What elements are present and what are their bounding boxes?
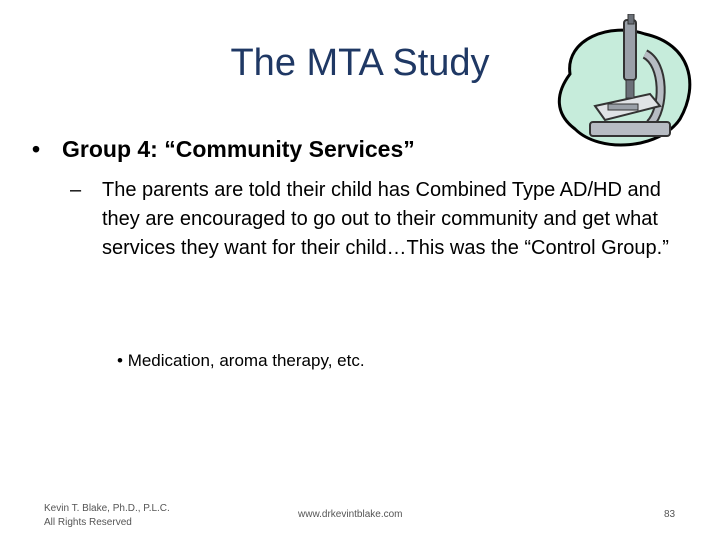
footer-author-name: Kevin T. Blake, Ph.D., P.L.C. — [44, 503, 170, 514]
footer-website: www.drkevintblake.com — [298, 509, 403, 520]
bullet-level-2 — [70, 176, 670, 263]
bullet-level-1 — [32, 136, 415, 163]
bullet-marker: • — [32, 136, 41, 162]
bullet-text: Group 4: “Community Services” — [62, 136, 415, 162]
bullet-text: Medication, aroma therapy, etc. — [127, 351, 365, 370]
bullet-level-3 — [117, 351, 365, 371]
footer-author — [44, 502, 170, 530]
microscope-icon — [550, 14, 700, 154]
bullet-marker: – — [70, 179, 82, 201]
slide-title: The MTA Study — [230, 42, 490, 84]
bullet-marker: • — [117, 351, 123, 370]
page-number: 83 — [664, 509, 676, 520]
footer-rights: All Rights Reserved — [44, 517, 132, 528]
bullet-text: The parents are told their child has Combined Type AD/HD and they are encouraged to go out to their community and get what services they want for their child…This was the “Control Group.” — [102, 179, 669, 259]
